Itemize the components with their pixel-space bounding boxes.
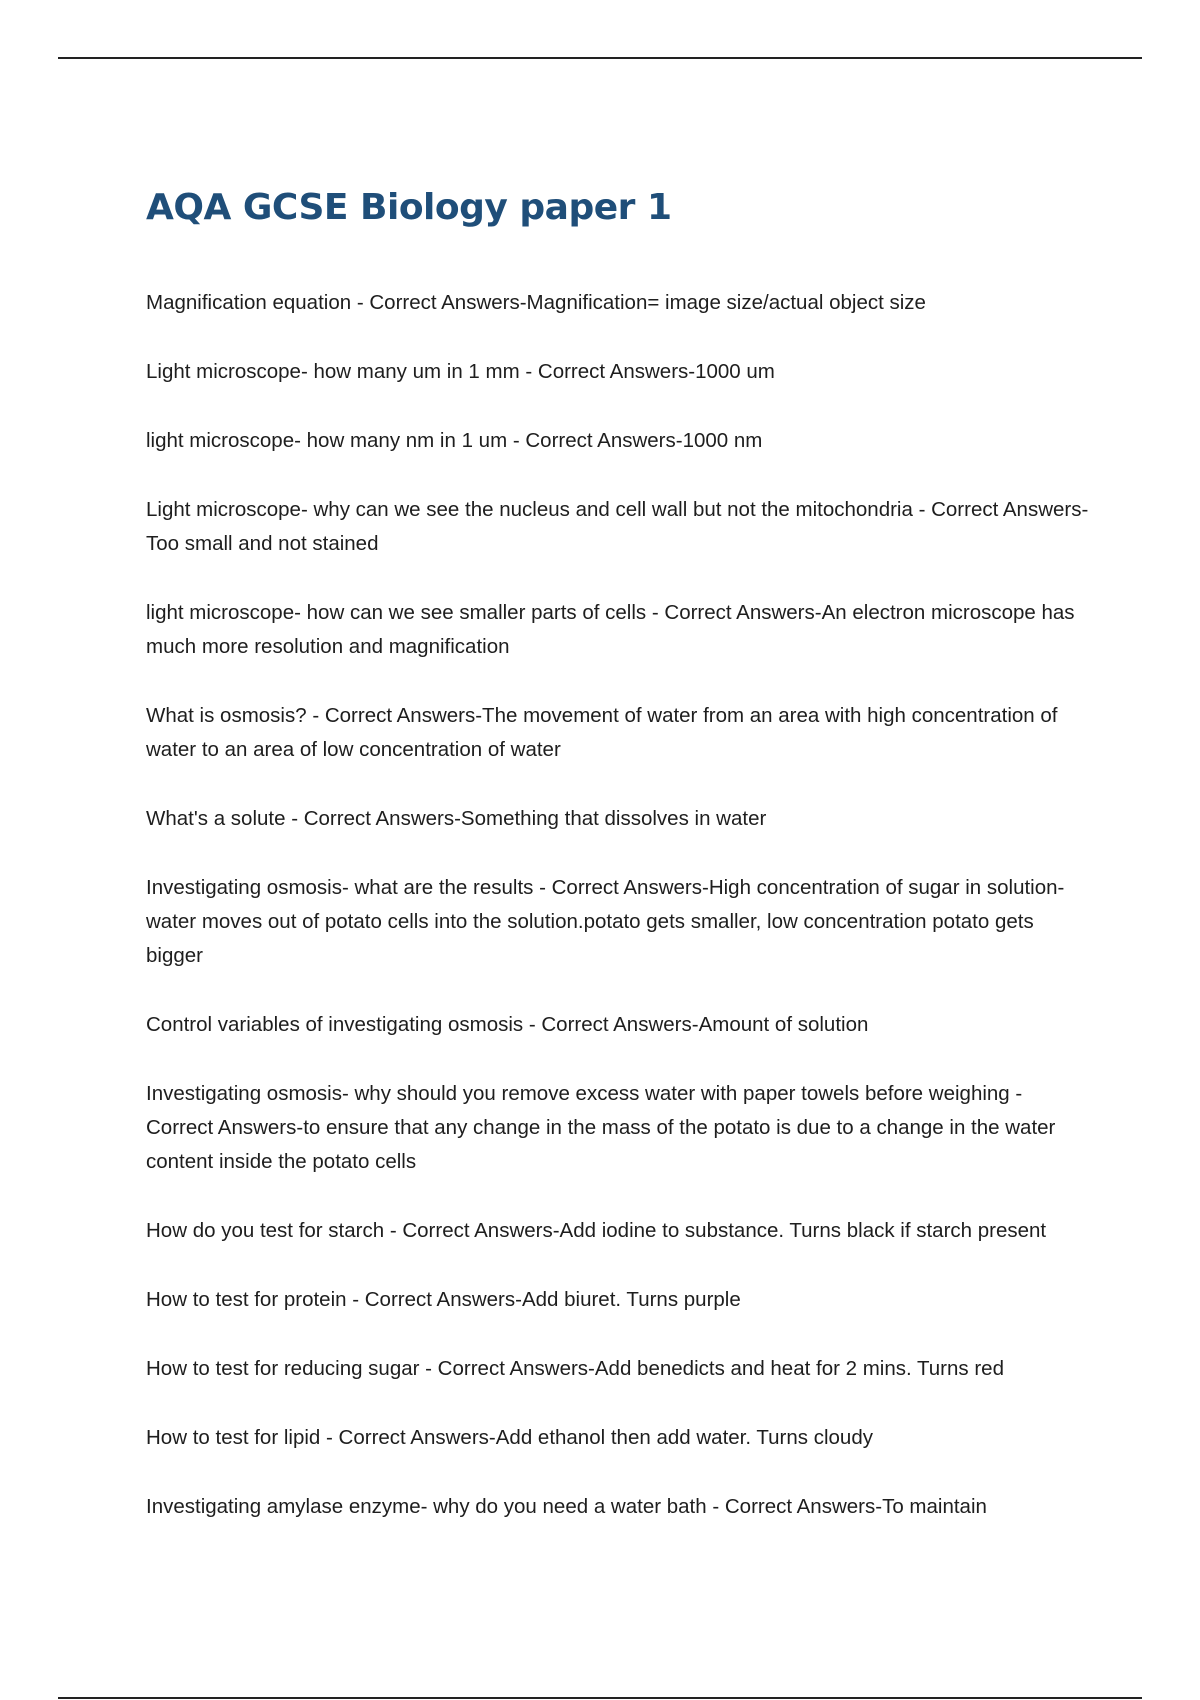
qa-item: How to test for lipid - Correct Answers-Add ethanol then add water. Turns cloudy [146,1426,873,1449]
footer-rule [58,1697,1142,1699]
qa-item: Investigating osmosis- why should you remove excess water with paper towels before weighing - Correct Answers-to ensure that any change in the mass of the potato is due to a change in the water content inside the potato cells [146,1082,1056,1173]
qa-item: What is osmosis? - Correct Answers-The movement of water from an area with high concentration of water to an area of low concentration of water [146,704,1058,761]
qa-item: Investigating amylase enzyme- why do you need a water bath - Correct Answers-To maintain [146,1495,987,1518]
qa-item: Investigating osmosis- what are the results - Correct Answers-High concentration of sugar in solution- water moves out of potato cells into the solution.potato gets smaller, low concentration potato gets bigger [146,876,1065,967]
qa-item: Control variables of investigating osmosis - Correct Answers-Amount of solution [146,1013,869,1036]
qa-item: What's a solute - Correct Answers-Something that dissolves in water [146,807,767,830]
qa-item: light microscope- how many nm in 1 um - Correct Answers-1000 nm [146,429,763,452]
qa-item: Light microscope- why can we see the nucleus and cell wall but not the mitochondria - Correct Answers-Too small and not stained [146,498,1089,555]
header-rule [58,57,1142,59]
qa-item: How to test for reducing sugar - Correct Answers-Add benedicts and heat for 2 mins. Turns red [146,1357,1004,1380]
question-answer-list [146,286,1091,1524]
qa-item: How do you test for starch - Correct Answers-Add iodine to substance. Turns black if starch present [146,1219,1047,1242]
qa-item: Magnification equation - Correct Answers-Magnification= image size/actual object size [146,291,926,314]
qa-item: How to test for protein - Correct Answers-Add biuret. Turns purple [146,1288,741,1311]
document-body [146,182,1091,1559]
qa-item: light microscope- how can we see smaller parts of cells - Correct Answers-An electron microscope has much more resolution and magnification [146,601,1075,658]
document-title: AQA GCSE Biology paper 1 [146,187,672,228]
qa-item: Light microscope- how many um in 1 mm - Correct Answers-1000 um [146,360,775,383]
